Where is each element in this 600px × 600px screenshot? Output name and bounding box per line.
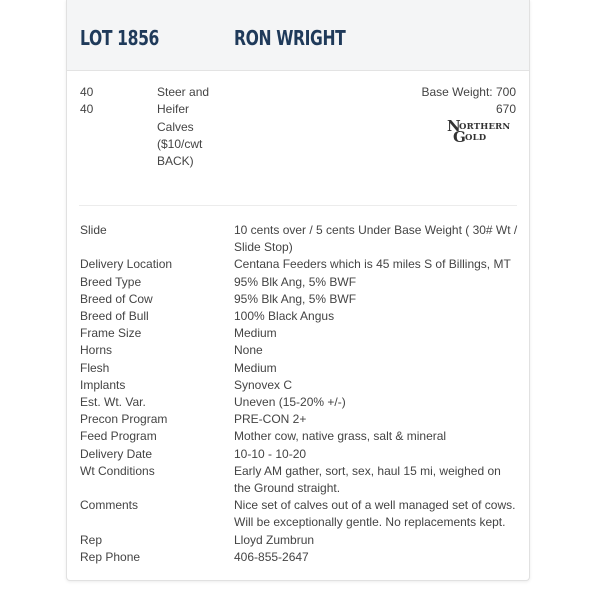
detail-row-precon-program xyxy=(80,411,520,428)
detail-row-slide xyxy=(80,222,520,256)
lot-details xyxy=(80,222,520,566)
detail-row-wt-conditions xyxy=(80,463,520,497)
detail-value: 406-855-2647 xyxy=(234,549,309,564)
detail-value: Uneven (15-20% +/-) xyxy=(234,395,346,410)
lot-header xyxy=(67,0,529,71)
detail-value: 100% Black Angus xyxy=(234,309,335,324)
detail-label: Feed Program xyxy=(80,429,157,444)
logo-n-letter: N xyxy=(447,118,461,135)
detail-label: Breed of Bull xyxy=(80,309,149,324)
section-divider xyxy=(79,205,517,206)
detail-value: Mother cow, native grass, salt & mineral xyxy=(234,429,447,444)
detail-value: None xyxy=(234,343,263,358)
lot-description: Steer and Heifer Calves ($10/cwt BACK) xyxy=(157,85,210,169)
detail-row-frame-size xyxy=(80,325,520,342)
detail-value: Medium xyxy=(234,326,277,341)
detail-row-delivery-location xyxy=(80,256,520,273)
detail-row-breed-type xyxy=(80,274,520,291)
detail-label: Comments xyxy=(80,498,139,513)
detail-value: Synovex C xyxy=(234,377,293,392)
detail-label: Precon Program xyxy=(80,412,168,427)
detail-value: 10 cents over / 5 cents Under Base Weight ( 30# Wt / Slide Stop) xyxy=(234,223,518,255)
detail-label: Est. Wt. Var. xyxy=(80,395,146,410)
detail-row-delivery-date xyxy=(80,446,520,463)
detail-label: Slide xyxy=(80,223,107,237)
detail-value: Centana Feeders which is 45 miles S of Billings, MT xyxy=(234,257,511,272)
head-count-heifers: 40 xyxy=(80,102,94,116)
detail-value: PRE-CON 2+ xyxy=(234,412,307,427)
detail-label: Delivery Date xyxy=(80,446,153,461)
detail-row-rep xyxy=(80,532,520,549)
detail-row-implants xyxy=(80,377,520,394)
detail-value: 10-10 - 10-20 xyxy=(234,446,307,461)
detail-label: Rep Phone xyxy=(80,549,141,564)
detail-label: Frame Size xyxy=(80,326,142,341)
base-weight-block xyxy=(421,84,516,118)
detail-value: Medium xyxy=(234,360,277,375)
detail-label: Flesh xyxy=(80,360,110,375)
detail-label: Implants xyxy=(80,377,126,392)
detail-value: Early AM gather, sort, sex, haul 15 mi, weighed on the Ground straight. xyxy=(234,463,501,496)
detail-value: Lloyd Zumbrun xyxy=(234,532,315,547)
detail-row-breed-of-bull xyxy=(80,308,520,325)
lot-number: LOT 1856 xyxy=(80,26,160,50)
seller-name: RON WRIGHT xyxy=(234,26,346,50)
detail-label: Horns xyxy=(80,343,113,358)
detail-label: Rep xyxy=(80,532,103,547)
detail-value: 95% Blk Ang, 5% BWF xyxy=(234,274,357,289)
lot-card xyxy=(66,0,530,581)
detail-row-rep-phone xyxy=(80,549,520,566)
detail-label: Breed Type xyxy=(80,274,142,289)
detail-label: Wt Conditions xyxy=(80,463,155,478)
detail-row-flesh xyxy=(80,360,520,377)
detail-row-est-wt-var xyxy=(80,394,520,411)
logo-g-letter: G xyxy=(453,128,466,144)
head-count-steers: 40 xyxy=(80,85,94,99)
detail-value: Nice set of calves out of a well managed set of cows. Will be exceptionally gentle. No replacements kept. xyxy=(234,498,516,530)
detail-row-horns xyxy=(80,342,520,359)
logo-line1: ORTHERN xyxy=(459,122,511,132)
detail-row-breed-of-cow xyxy=(80,291,520,308)
detail-row-comments xyxy=(80,497,520,531)
detail-value: 95% Blk Ang, 5% BWF xyxy=(234,291,357,306)
detail-row-feed-program xyxy=(80,428,520,445)
detail-label: Breed of Cow xyxy=(80,291,153,306)
base-weight-label: Base Weight: 700 xyxy=(421,85,516,99)
base-weight-second: 670 xyxy=(495,102,516,116)
northern-gold-logo xyxy=(447,118,519,144)
detail-label: Delivery Location xyxy=(80,257,173,272)
head-count-list xyxy=(80,84,93,118)
logo-line2: OLD xyxy=(465,133,487,143)
